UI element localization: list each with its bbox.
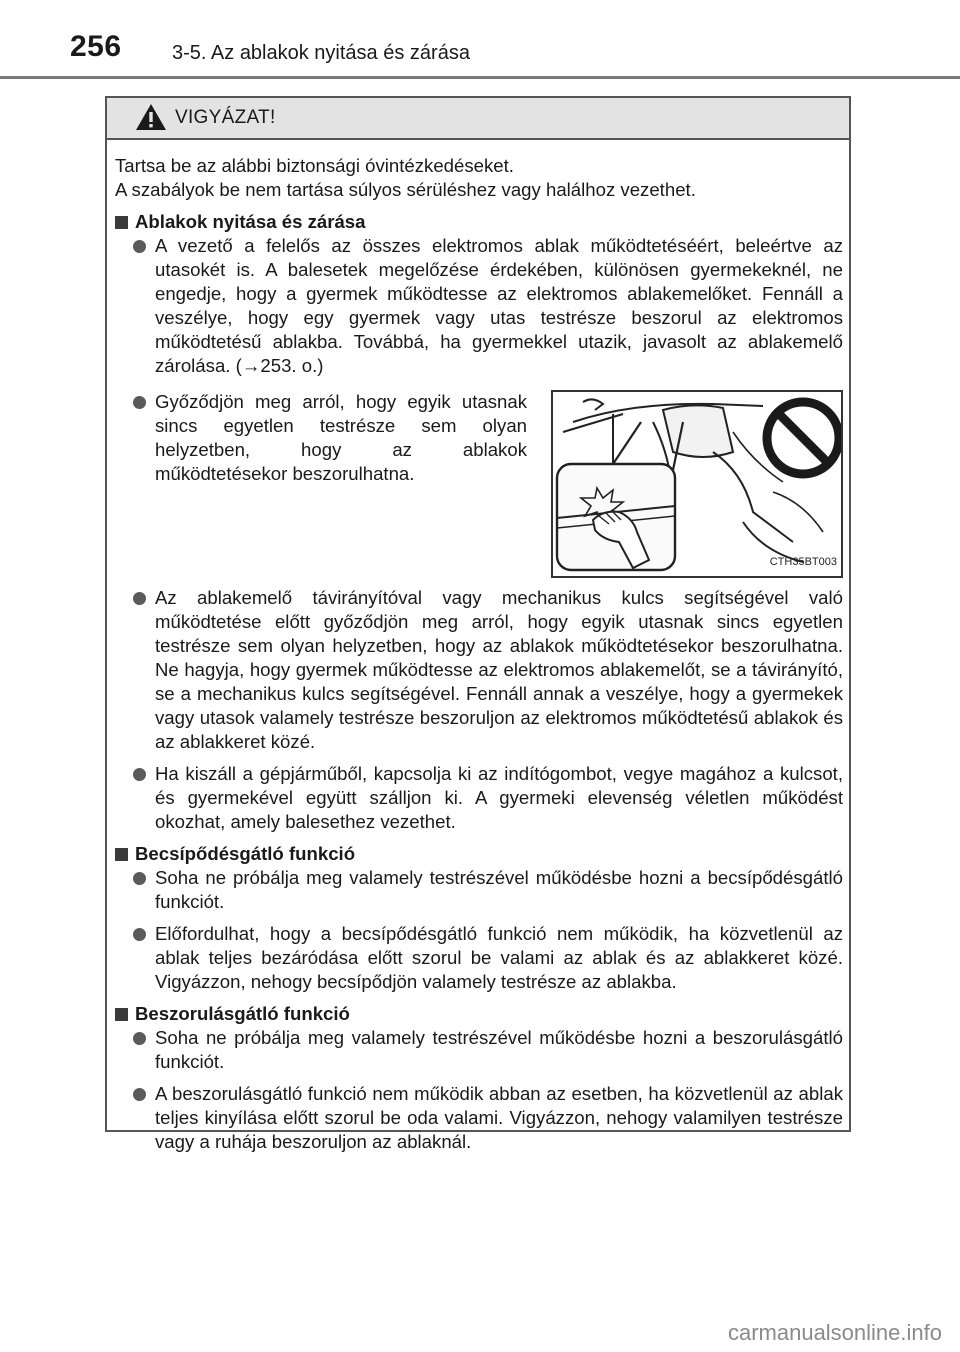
list-item: Soha ne próbálja meg valamely testrészével működésbe hozni a becsípődésgátló funkciót. bbox=[115, 866, 843, 914]
header-rule bbox=[0, 76, 960, 79]
round-bullet-icon bbox=[133, 240, 146, 253]
list-item: Győződjön meg arról, hogy egyik utasnak sincs egyetlen testrésze sem olyan helyzetben, hogy az ablakok működtetésekor beszorulhatna. bbox=[115, 390, 527, 486]
section-heading: Beszorulásgátló funkció bbox=[115, 1002, 843, 1026]
round-bullet-icon bbox=[133, 872, 146, 885]
section-anti-jam bbox=[115, 1002, 843, 1154]
list-item: A beszorulásgátló funkció nem működik abban az esetben, ha közvetlenül az ablak teljes kinyílása előtt szorul be oda valami. Vigyázzon, nehogy valamilyen testrésze vagy a ruhája beszoruljon az ablaknál. bbox=[115, 1082, 843, 1154]
section-anti-pinch bbox=[115, 842, 843, 994]
round-bullet-icon bbox=[133, 396, 146, 409]
warning-title: VIGYÁZAT! bbox=[175, 107, 276, 128]
page-header bbox=[0, 0, 960, 80]
watermark: carmanualsonline.info bbox=[727, 1320, 942, 1345]
warning-body bbox=[115, 154, 843, 1154]
round-bullet-icon bbox=[133, 1032, 146, 1045]
round-bullet-icon bbox=[133, 928, 146, 941]
list-item: Az ablakemelő távirányítóval vagy mechanikus kulcs segítségével való működtetése előtt győződjön meg arról, hogy egyik utasnak sincs egyetlen testrésze sem olyan helyzetben, hogy az ablakok működtetésekor beszorulhatna. Ne hagyja, hogy gyermek működtesse az elektromos ablakemelőt, se a távirányító, se a mechanikus kulcs segítségével. Fennáll annak a veszélye, hogy a gyermekek vagy utasok valamely testrésze beszoruljon az elektromos működtetésű ablakok és az ablakkeret közé. bbox=[115, 586, 843, 754]
round-bullet-icon bbox=[133, 768, 146, 781]
list-item: Előfordulhat, hogy a becsípődésgátló funkció nem működik, ha közvetlenül az ablak teljes bezáródása előtt szorul be valami az ablak és az ablakkeret közé. Vigyázzon, nehogy becsípődjön valamely testrésze az ablakba. bbox=[115, 922, 843, 994]
list-item: A vezető a felelős az összes elektromos ablak működtetéséért, beleértve az utasokét is. A balesetek megelőzése érdekében, különösen gyermekeknél, ne engedje, hogy a gyermek működtesse az elektromos ablakemelőket. Fennáll a veszélye, hogy egy gyermek vagy utas testrésze beszorul az elektromos működtetésű ablakba. Továbbá, ha gyermekkel utazik, javasolt az ablakemelő zárolása. (→253. o.) bbox=[115, 234, 843, 378]
hand-pinch-illustration bbox=[553, 392, 841, 576]
square-bullet-icon bbox=[115, 848, 128, 861]
round-bullet-icon bbox=[133, 1088, 146, 1101]
list-item-with-figure bbox=[115, 390, 843, 578]
warning-header bbox=[107, 98, 849, 140]
square-bullet-icon bbox=[115, 1008, 128, 1021]
section-heading: Becsípődésgátló funkció bbox=[115, 842, 843, 866]
section-window-operation bbox=[115, 210, 843, 834]
warning-box bbox=[105, 96, 851, 1152]
list-item: Soha ne próbálja meg valamely testrészével működésbe hozni a beszorulásgátló funkciót. bbox=[115, 1026, 843, 1074]
section-title: 3-5. Az ablakok nyitása és zárása bbox=[172, 42, 470, 64]
figure-code: CTH35BT003 bbox=[769, 556, 837, 568]
warning-intro bbox=[115, 154, 843, 202]
section-heading: Ablakok nyitása és zárása bbox=[115, 210, 843, 234]
list-item: Ha kiszáll a gépjárműből, kapcsolja ki az indítógombot, vegye magához a kulcsot, és gyermekével együtt szálljon ki. A gyermeki elevenség véletlen működést okozhat, amely balesethez vezethet. bbox=[115, 762, 843, 834]
intro-line: A szabályok be nem tartása súlyos sérüléshez vagy halálhoz vezethet. bbox=[115, 179, 696, 200]
page-number: 256 bbox=[70, 30, 122, 63]
round-bullet-icon bbox=[133, 592, 146, 605]
illustration-hand-caught-in-window bbox=[551, 390, 843, 578]
warning-triangle-icon bbox=[135, 103, 167, 131]
intro-line: Tartsa be az alábbi biztonsági óvintézkedéseket. bbox=[115, 155, 514, 176]
square-bullet-icon bbox=[115, 216, 128, 229]
